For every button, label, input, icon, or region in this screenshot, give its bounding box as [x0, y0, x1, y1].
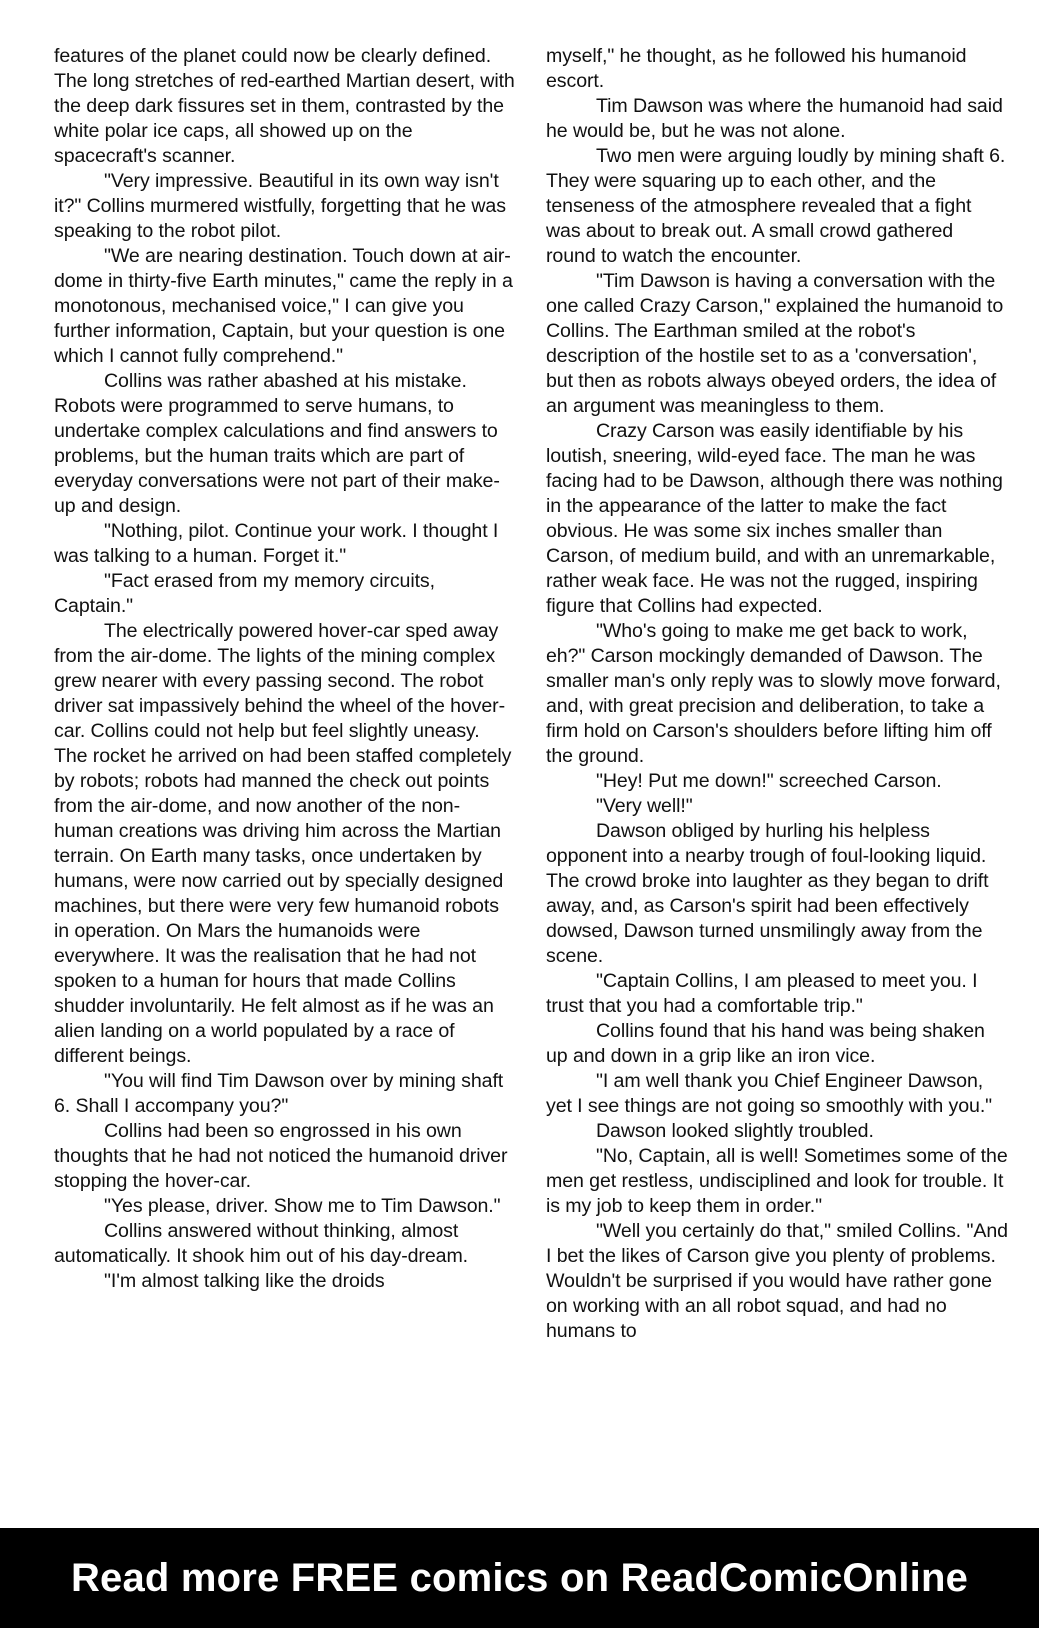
story-paragraph: "I'm almost talking like the droids [104, 1270, 385, 1292]
story-paragraph: "Yes please, driver. Show me to Tim Dawson." [104, 1195, 501, 1217]
story-paragraph: "Captain Collins, I am pleased to meet you. I trust that you had a comfortable trip." [546, 970, 978, 1017]
story-paragraph: "Tim Dawson is having a conversation with the one called Crazy Carson," explained the humanoid to Collins. The Earthman smiled at the robot's description of the hostile set to as a 'conversation', but then as robots always obeyed orders, the idea of an argument was meaningless to them. [546, 270, 1004, 417]
promo-banner[interactable] [0, 1528, 1039, 1628]
story-paragraph: myself," he thought, as he followed his humanoid escort. [546, 45, 967, 92]
story-paragraph: Crazy Carson was easily identifiable by his loutish, sneering, wild-eyed face. The man he was facing had to be Dawson, although there was nothing in the appearance of the latter to make the fact obvious. He was some six inches smaller than Carson, of medium build, and with an unremarkable, rather weak face. He was not the rugged, inspiring figure that Collins had expected. [546, 420, 1003, 617]
story-paragraph: "We are nearing destination. Touch down at air-dome in thirty-five Earth minutes," came the reply in a monotonous, mechanised voice," I can give you further information, Captain, but your question is one which I cannot fully comprehend." [54, 245, 513, 367]
story-paragraph: Two men were arguing loudly by mining shaft 6. They were squaring up to each other, and the tenseness of the atmosphere revealed that a fight was about to break out. A small crowd gathered round to watch the encounter. [546, 145, 1006, 267]
story-paragraph: "No, Captain, all is well! Sometimes some of the men get restless, undisciplined and look for trouble. It is my job to keep them in order." [546, 1145, 1008, 1217]
story-paragraph: Collins had been so engrossed in his own thoughts that he had not noticed the humanoid driver stopping the hover-car. [54, 1120, 508, 1192]
story-paragraph: Collins answered without thinking, almost automatically. It shook him out of his day-dream. [54, 1220, 469, 1267]
story-paragraph: "Fact erased from my memory circuits, Captain." [54, 570, 435, 617]
story-paragraph: Dawson obliged by hurling his helpless opponent into a nearby trough of foul-looking liquid. The crowd broke into laughter as they began to drift away, and, as Carson's spirit had been effectively dowsed, Dawson turned unsmilingly away from the scene. [546, 820, 989, 967]
story-paragraph: "Very well!" [596, 795, 693, 817]
story-paragraph: "You will find Tim Dawson over by mining shaft 6. Shall I accompany you?" [54, 1070, 504, 1117]
story-paragraph: Tim Dawson was where the humanoid had said he would be, but he was not alone. [546, 95, 1003, 142]
promo-banner-text[interactable]: Read more FREE comics on ReadComicOnline [70, 1555, 969, 1600]
story-paragraph: "Who's going to make me get back to work, eh?" Carson mockingly demanded of Dawson. The smaller man's only reply was to slowly move forward, and, with great precision and deliberation, to take a firm hold on Carson's shoulders before lifting him off the ground. [546, 620, 1001, 767]
story-paragraph: Collins was rather abashed at his mistake. Robots were programmed to serve humans, to undertake complex calculations and find answers to problems, but the human traits which are part of everyday conversations were not part of their make-up and design. [54, 370, 500, 517]
story-paragraph: Collins found that his hand was being shaken up and down in a grip like an iron vice. [546, 1020, 985, 1067]
right-text-column [546, 44, 1008, 1344]
story-paragraph: "Hey! Put me down!" screeched Carson. [596, 770, 942, 792]
story-paragraph: "Nothing, pilot. Continue your work. I thought I was talking to a human. Forget it." [54, 520, 499, 567]
story-paragraph: features of the planet could now be clearly defined. The long stretches of red-earthed Martian desert, with the deep dark fissures set in them, contrasted by the white polar ice caps, all showed up on the spacecraft's scanner. [54, 45, 515, 167]
left-text-column [54, 44, 516, 1294]
story-paragraph: "Very impressive. Beautiful in its own way isn't it?" Collins murmered wistfully, forgetting that he was speaking to the robot pilot. [54, 170, 506, 242]
story-paragraph: "I am well thank you Chief Engineer Dawson, yet I see things are not going so smoothly with you." [546, 1070, 993, 1117]
story-paragraph: Dawson looked slightly troubled. [596, 1120, 874, 1142]
story-paragraph: The electrically powered hover-car sped away from the air-dome. The lights of the mining complex grew nearer with every passing second. The robot driver sat impassively behind the wheel of the hover-car. Collins could not help but feel slightly uneasy. The rocket he arrived on had been staffed completely by robots; robots had manned the check out points from the air-dome, and now another of the non-human creations was driving him across the Martian terrain. On Earth many tasks, once undertaken by humans, were now carried out by specially designed machines, but there were very few humanoid robots in operation. On Mars the humanoids were everywhere. It was the realisation that he had not spoken to a human for hours that made Collins shudder involuntarily. He felt almost as if he was an alien landing on a world populated by a race of different beings. [54, 620, 512, 1067]
story-paragraph: "Well you certainly do that," smiled Collins. "And I bet the likes of Carson give you plenty of problems. Wouldn't be surprised if you would have rather gone on working with an all robot squad, and had no humans to [546, 1220, 1008, 1342]
